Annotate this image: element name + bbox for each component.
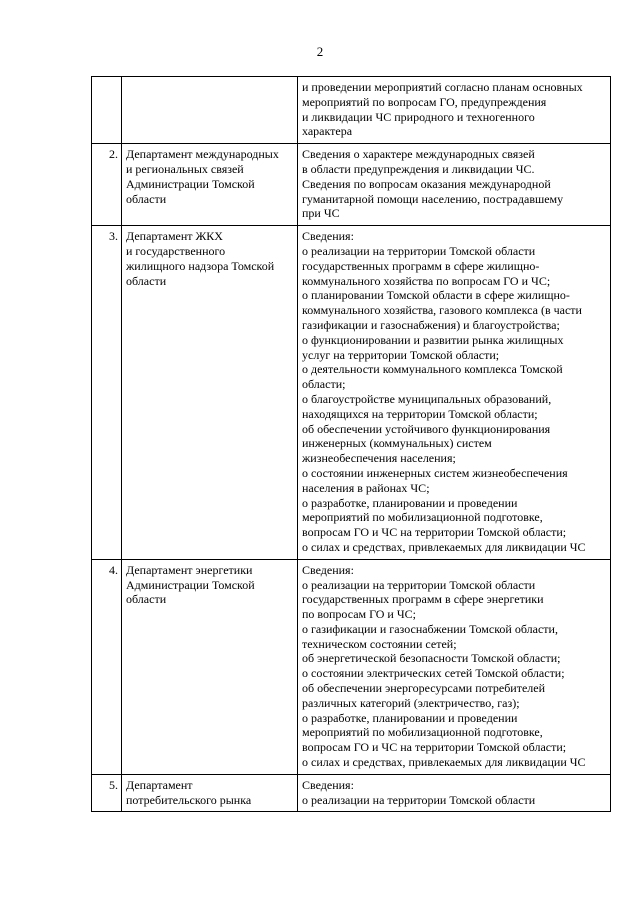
information-line: услуг на территории Томской области; bbox=[302, 347, 500, 362]
department-line: Департамент ЖКХ bbox=[126, 229, 223, 244]
table-row bbox=[92, 774, 611, 812]
information-line: о реализации на территории Томской области bbox=[302, 577, 536, 592]
table-row bbox=[92, 144, 611, 226]
information-line: жизнеобеспечения населения; bbox=[302, 451, 456, 466]
information-line: Сведения: bbox=[302, 229, 354, 244]
information-line: при ЧС bbox=[302, 206, 340, 221]
information-line: коммунального хозяйства, газового комплекса (в части bbox=[302, 303, 582, 318]
department-cell bbox=[122, 144, 298, 226]
department-cell bbox=[122, 226, 298, 560]
row-number bbox=[92, 77, 122, 144]
information-line: вопросам ГО и ЧС на территории Томской области; bbox=[302, 525, 567, 540]
information-cell bbox=[298, 77, 611, 144]
information-line: инженерных (коммунальных) систем bbox=[302, 436, 492, 451]
information-line: и ликвидации ЧС природного и техногенного bbox=[302, 109, 535, 124]
information-line: гуманитарной помощи населению, пострадавшему bbox=[302, 191, 564, 206]
information-line: Сведения: bbox=[302, 562, 354, 577]
information-line: в области предупреждения и ликвидации ЧС. bbox=[302, 161, 535, 176]
information-line: характера bbox=[302, 124, 353, 139]
information-line: вопросам ГО и ЧС на территории Томской области; bbox=[302, 740, 567, 755]
information-line: об обеспечении энергоресурсами потребителей bbox=[302, 681, 546, 696]
information-line: области; bbox=[302, 377, 346, 392]
department-cell bbox=[122, 774, 298, 812]
department-line: области bbox=[126, 191, 167, 206]
page-number: 2 bbox=[316, 44, 324, 59]
information-line: о разработке, планировании и проведении bbox=[302, 710, 518, 725]
information-line: о состоянии инженерных систем жизнеобеспечения bbox=[302, 465, 568, 480]
row-number: 5. bbox=[92, 774, 122, 812]
information-line: о планировании Томской области в сфере жилищно- bbox=[302, 288, 570, 303]
information-line: Сведения о характере международных связей bbox=[302, 147, 535, 162]
table-row bbox=[92, 559, 611, 774]
information-line: об энергетической безопасности Томской области; bbox=[302, 651, 561, 666]
information-line: об обеспечении устойчивого функционирования bbox=[302, 421, 551, 436]
row-number: 3. bbox=[92, 226, 122, 560]
information-line: о реализации на территории Томской области bbox=[302, 792, 536, 807]
table-row bbox=[92, 77, 611, 144]
department-line: и государственного bbox=[126, 243, 226, 258]
information-line: о состоянии электрических сетей Томской области; bbox=[302, 666, 565, 681]
information-line: и проведении мероприятий согласно планам основных bbox=[302, 80, 583, 94]
row-number: 4. bbox=[92, 559, 122, 774]
departments-table bbox=[91, 76, 611, 812]
information-line: мероприятий по мобилизационной подготовке, bbox=[302, 725, 543, 740]
information-line: техническом состоянии сетей; bbox=[302, 636, 457, 651]
information-line: мероприятий по мобилизационной подготовке, bbox=[302, 510, 543, 525]
information-line: о функционировании и развитии рынка жилищных bbox=[302, 332, 564, 347]
information-line: Сведения: bbox=[302, 777, 354, 792]
department-line: Департамент bbox=[126, 777, 193, 792]
information-line: различных категорий (электричество, газ); bbox=[302, 695, 520, 710]
department-line: и региональных связей bbox=[126, 161, 244, 176]
department-cell bbox=[122, 559, 298, 774]
department-line: Администрации Томской bbox=[126, 577, 255, 592]
information-line: государственных программ в сфере энергетики bbox=[302, 592, 544, 607]
department-line: Департамент энергетики bbox=[126, 562, 253, 577]
information-cell bbox=[298, 226, 611, 560]
information-line: мероприятий по вопросам ГО, предупреждения bbox=[302, 94, 547, 109]
information-line: находящихся на территории Томской области; bbox=[302, 406, 538, 421]
information-line: о деятельности коммунального комплекса Томской bbox=[302, 362, 563, 377]
department-line: области bbox=[126, 592, 167, 607]
information-cell bbox=[298, 559, 611, 774]
information-line: коммунального хозяйства по вопросам ГО и ЧС; bbox=[302, 273, 551, 288]
information-cell bbox=[298, 774, 611, 812]
information-line: о силах и средствах, привлекаемых для ликвидации ЧС bbox=[302, 539, 586, 554]
information-line: по вопросам ГО и ЧС; bbox=[302, 607, 416, 622]
department-cell bbox=[122, 77, 298, 144]
information-line: о реализации на территории Томской области bbox=[302, 243, 536, 258]
department-line: Департамент международных bbox=[126, 147, 279, 162]
information-line: государственных программ в сфере жилищно- bbox=[302, 258, 540, 273]
information-line: о благоустройстве муниципальных образований, bbox=[302, 391, 552, 406]
information-line: Сведения по вопросам оказания международной bbox=[302, 176, 551, 191]
row-number: 2. bbox=[92, 144, 122, 226]
department-line: Администрации Томской bbox=[126, 176, 255, 191]
information-line: населения в районах ЧС; bbox=[302, 480, 430, 495]
table-body bbox=[92, 77, 611, 812]
information-line: газификации и газоснабжения) и благоустройства; bbox=[302, 317, 560, 332]
department-line: жилищного надзора Томской bbox=[126, 258, 275, 273]
information-cell bbox=[298, 144, 611, 226]
information-line: о разработке, планировании и проведении bbox=[302, 495, 518, 510]
information-line: о силах и средствах, привлекаемых для ликвидации ЧС bbox=[302, 755, 586, 770]
department-line: потребительского рынка bbox=[126, 792, 252, 807]
information-line: о газификации и газоснабжении Томской области, bbox=[302, 621, 558, 636]
table-row bbox=[92, 226, 611, 560]
department-line: области bbox=[126, 273, 167, 288]
